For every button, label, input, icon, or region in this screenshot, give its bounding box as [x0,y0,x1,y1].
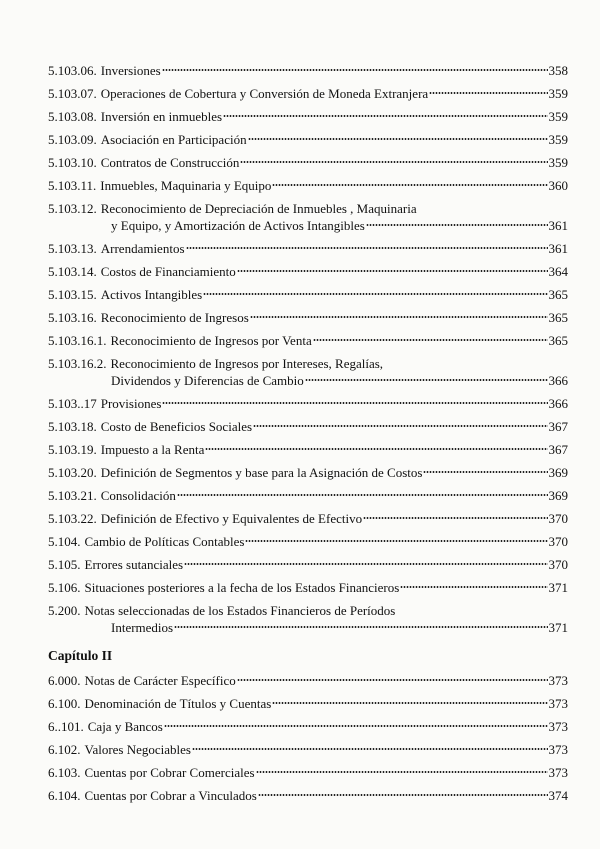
toc-entry [48,200,568,234]
toc-entry-line [48,286,568,303]
dot-leader [162,68,548,72]
toc-entry-title-continuation: Intermedios [111,620,174,635]
toc-entry-title-continuation: Dividendos y Diferencias de Cambio [111,373,304,388]
toc-entry-page-number: 361 [548,241,568,256]
toc-entry-title: Caja y Bancos [87,719,163,734]
toc-entry-code: 6.103. [48,765,81,780]
toc-entry-title: Consolidación [100,488,176,503]
toc-entry [48,510,568,527]
toc-entry-line [48,787,568,804]
toc-entry-line [48,395,568,412]
toc-entry-code: 5.103.06. [48,63,97,78]
toc-entry-title: Errores sutanciales [84,557,184,572]
toc-entry [48,441,568,458]
dot-leader [272,701,547,705]
dot-leader [237,678,548,682]
toc-entry-line [48,441,568,458]
toc-entry-code: 5.103.12. [48,201,97,216]
toc-entry-page-number: 373 [548,742,568,757]
toc-entry-code: 5.103.20. [48,465,97,480]
toc-entry [48,131,568,148]
toc-entry [48,695,568,712]
toc-entry-page-number: 365 [548,287,568,302]
toc-entry-code: 6.102. [48,742,81,757]
toc-entry-title: Valores Negociables [84,742,191,757]
toc-entry-title: Costo de Beneficios Sociales [100,419,253,434]
toc-entry [48,533,568,550]
toc-entry-title: Cuentas por Cobrar a Vinculados [84,788,257,803]
toc-entry-line [48,741,568,758]
toc-entry-code: 5.200. [48,603,81,618]
toc-entry-title: Definición de Efectivo y Equivalentes de Efectivo [100,511,363,526]
toc-entry-code: 5.103.22. [48,511,97,526]
dot-leader [429,91,547,95]
toc-entry [48,787,568,804]
toc-entry-page-number: 359 [548,86,568,101]
toc-entry-line [48,154,568,171]
toc-entry-page-number: 360 [548,178,568,193]
toc-entry-page-number: 369 [548,488,568,503]
toc-entry-line [48,418,568,435]
toc-entry-page-number: 366 [548,373,568,388]
toc-entry-page-number: 370 [548,534,568,549]
dot-leader [258,793,548,797]
toc-entry-title: Definición de Segmentos y base para la Asignación de Costos [100,465,423,480]
dot-leader [174,625,547,629]
toc-entry-code: 5.103.16.1. [48,333,107,348]
toc-entry-page-number: 358 [548,63,568,78]
toc-entry [48,672,568,689]
toc-entry-title: Operaciones de Cobertura y Conversión de Moneda Extranjera [100,86,429,101]
toc-entry-title: Asociación en Participación [100,132,247,147]
toc-entry-title: Provisiones [100,396,162,411]
toc-entry [48,395,568,412]
toc-entry-page-number: 369 [548,465,568,480]
dot-leader [184,562,547,566]
toc-entry-code: 6.000. [48,673,81,688]
toc-entry-page-number: 374 [548,788,568,803]
toc-entry [48,464,568,481]
toc-entry [48,355,568,389]
toc-entry-line [48,332,568,349]
toc-entry-title: Cuentas por Cobrar Comerciales [84,765,255,780]
toc-entry-code: 5.103.14. [48,264,97,279]
toc-entry-page-number: 359 [548,155,568,170]
toc-entry-code: 5.106. [48,580,81,595]
toc-entry-line [48,764,568,781]
toc-entry-title: Inversión en inmuebles [100,109,223,124]
toc-entry-line [48,695,568,712]
toc-entry [48,556,568,573]
toc-entry [48,602,568,636]
table-of-contents [48,62,568,810]
toc-entry-code: 5.103..17 [48,396,97,411]
toc-entry-line [48,533,568,550]
toc-entry-line [48,355,568,372]
toc-entry-title: Contratos de Construcción [100,155,240,170]
toc-entry-line [48,200,568,217]
toc-entry-code: 5.103.19. [48,442,97,457]
toc-entry-code: 6..101. [48,719,84,734]
toc-entry-page-number: 371 [548,620,568,635]
toc-entry [48,487,568,504]
toc-entry-title: Cambio de Políticas Contables [84,534,245,549]
toc-entry-title: Arrendamientos [100,241,185,256]
toc-entry-page-number: 361 [548,218,568,233]
toc-entry [48,177,568,194]
toc-entry-line [48,487,568,504]
dot-leader [203,292,547,296]
toc-entry-line [48,240,568,257]
toc-entry [48,764,568,781]
toc-entry [48,286,568,303]
toc-entry-line [48,510,568,527]
toc-entry-title: Reconocimiento de Depreciación de Inmuebles , Maquinaria [100,201,417,216]
dot-leader [186,246,548,250]
toc-entry-title: Notas de Carácter Específico [84,673,236,688]
toc-entry-line [48,718,568,735]
toc-entry-code: 5.104. [48,534,81,549]
dot-leader [177,493,548,497]
toc-entry-line [48,263,568,280]
toc-entry-code: 5.105. [48,557,81,572]
toc-entry-title: Inversiones [100,63,161,78]
toc-entry-page-number: 359 [548,132,568,147]
toc-entry-continuation-line [48,372,568,389]
dot-leader [400,585,547,589]
toc-entry-title: Inmuebles, Maquinaria y Equipo [100,178,272,193]
toc-section-6 [48,672,568,804]
toc-entry-code: 5.103.10. [48,155,97,170]
toc-entry-code: 5.103.21. [48,488,97,503]
toc-entry-code: 5.103.18. [48,419,97,434]
toc-entry [48,240,568,257]
dot-leader [205,447,547,451]
toc-entry-code: 5.103.13. [48,241,97,256]
toc-entry-title: Denominación de Títulos y Cuentas [84,696,272,711]
toc-entry-title: Costos de Financiamiento [100,264,236,279]
toc-entry-title: Reconocimiento de Ingresos [100,310,249,325]
toc-entry-code: 5.103.07. [48,86,97,101]
dot-leader [162,401,547,405]
toc-entry-title-continuation: y Equipo, y Amortización de Activos Intangibles [111,218,365,233]
toc-entry [48,85,568,102]
toc-entry-page-number: 366 [548,396,568,411]
toc-entry [48,718,568,735]
toc-entry-title: Situaciones posteriores a la fecha de los Estados Financieros [84,580,400,595]
toc-entry [48,62,568,79]
toc-entry-line [48,464,568,481]
toc-entry-line [48,177,568,194]
toc-entry-page-number: 373 [548,696,568,711]
toc-entry [48,741,568,758]
dot-leader [253,424,547,428]
toc-entry-title: Activos Intangibles [100,287,203,302]
toc-entry-line [48,579,568,596]
dot-leader [223,114,547,118]
dot-leader [248,137,548,141]
toc-entry-code: 6.100. [48,696,81,711]
toc-entry-title: Reconocimiento de Ingresos por Intereses, Regalías, [110,356,384,371]
toc-entry-page-number: 373 [548,673,568,688]
toc-entry-continuation-line [48,619,568,636]
toc-entry [48,108,568,125]
toc-entry-page-number: 365 [548,310,568,325]
toc-entry-line [48,602,568,619]
dot-leader [237,269,548,273]
dot-leader [363,516,547,520]
toc-entry-page-number: 367 [548,419,568,434]
dot-leader [305,378,548,382]
toc-entry-title: Notas seleccionadas de los Estados Financieros de Períodos [84,603,396,618]
dot-leader [313,338,548,342]
toc-entry-page-number: 364 [548,264,568,279]
toc-entry-line [48,131,568,148]
toc-entry [48,309,568,326]
toc-entry-page-number: 370 [548,557,568,572]
toc-entry-page-number: 371 [548,580,568,595]
chapter-heading: Capítulo II [48,648,113,663]
toc-entry-title: Impuesto a la Renta [100,442,205,457]
toc-entry-page-number: 367 [548,442,568,457]
toc-entry-line [48,85,568,102]
toc-entry-page-number: 373 [548,719,568,734]
toc-entry-line [48,556,568,573]
toc-entry [48,154,568,171]
dot-leader [423,470,547,474]
toc-entry [48,579,568,596]
dot-leader [366,223,548,227]
dot-leader [240,160,547,164]
dot-leader [192,747,548,751]
dot-leader [245,539,547,543]
toc-entry [48,418,568,435]
toc-entry-continuation-line [48,217,568,234]
toc-entry-code: 5.103.08. [48,109,97,124]
toc-entry-code: 5.103.11. [48,178,97,193]
toc-entry-code: 5.103.15. [48,287,97,302]
dot-leader [272,183,547,187]
toc-entry-code: 6.104. [48,788,81,803]
toc-entry-page-number: 370 [548,511,568,526]
dot-leader [250,315,548,319]
toc-section-5 [48,62,568,636]
toc-entry-code: 5.103.16. [48,310,97,325]
toc-entry-page-number: 365 [548,333,568,348]
toc-entry-code: 5.103.16.2. [48,356,107,371]
toc-entry-page-number: 373 [548,765,568,780]
toc-entry-line [48,309,568,326]
dot-leader [164,724,548,728]
toc-entry-page-number: 359 [548,109,568,124]
toc-entry-code: 5.103.09. [48,132,97,147]
toc-entry-line [48,672,568,689]
toc-entry-line [48,62,568,79]
toc-entry [48,332,568,349]
toc-entry-title: Reconocimiento de Ingresos por Venta [110,333,312,348]
toc-entry [48,263,568,280]
toc-entry-line [48,108,568,125]
dot-leader [256,770,548,774]
